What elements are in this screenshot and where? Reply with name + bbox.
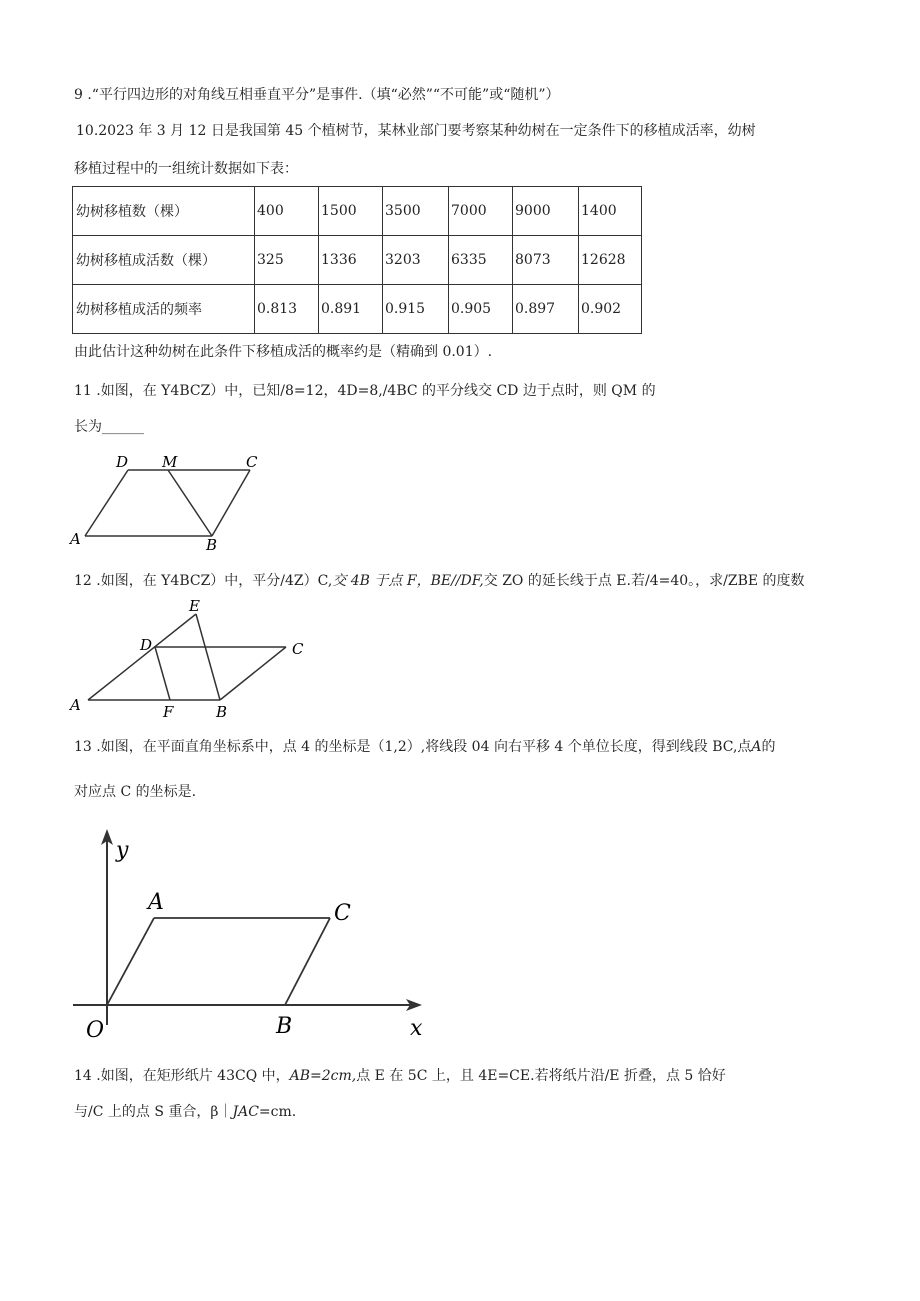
label-a: A: [148, 890, 164, 915]
q12-text-a: 12 .如图，在 Y4BCZ）中，平分/4Z）C,: [74, 573, 333, 589]
label-c: C: [334, 901, 351, 926]
label-x: x: [410, 1016, 423, 1041]
label-b: B: [206, 536, 218, 554]
label-b: B: [216, 703, 228, 721]
table-cell: 0.915: [383, 285, 449, 334]
q13-line1-b: A: [751, 739, 762, 755]
q11-line1: 11 .如图，在 Y4BCZ）中，已知/8=12，4D=8,/4BC 的平分线交 CD 边于点时，则 QM 的: [74, 383, 656, 399]
q10-line2: 移植过程中的一组统计数据如下表：: [74, 161, 298, 177]
table-cell: 400: [255, 187, 319, 236]
table-row: [73, 187, 642, 236]
table-cell: 12628: [579, 236, 642, 285]
table-row: [73, 236, 642, 285]
label-e: E: [189, 597, 200, 615]
label-o: O: [86, 1018, 105, 1043]
table-cell: 1400: [579, 187, 642, 236]
q12-text-b: 交 4B 于点 F，BE//DF,: [332, 573, 484, 589]
q13-line1: [74, 737, 776, 757]
label-d: D: [140, 636, 153, 654]
label-a: A: [70, 696, 81, 714]
label-m: M: [162, 453, 178, 471]
table-cell: 3500: [383, 187, 449, 236]
q14-line1-c: 点 E 在 5C 上，且 4E=CE.若将纸片沿/E 折叠，点 5 恰好: [356, 1068, 726, 1084]
table-cell: 1500: [319, 187, 383, 236]
segment-cb: [285, 918, 330, 1005]
table-cell: 0.891: [319, 285, 383, 334]
table-cell: 1336: [319, 236, 383, 285]
q10-line1: 10.2023 年 3 月 12 日是我国第 45 个植树节，某林业部门要考察某种幼树在一定条件下的移植成活率，幼树: [76, 123, 756, 139]
segment-df: [155, 647, 170, 700]
table-cell: 幼树移植数（棵）: [73, 187, 255, 236]
label-c: C: [246, 453, 258, 471]
q11-line2: 长为______: [74, 419, 144, 435]
label-c: C: [292, 640, 304, 658]
label-a: A: [70, 530, 81, 548]
table-cell: 8073: [513, 236, 579, 285]
segment-ae: [88, 614, 196, 700]
q13-figure: [70, 825, 430, 1045]
q12-text: [74, 571, 805, 591]
q9-text: 9 .“平行四边形的对角线互相垂直平分”是事件.（填“必然”“不可能”或“随机”）: [74, 87, 560, 103]
table-cell: 幼树移植成活的频率: [73, 285, 255, 334]
segment-be: [196, 614, 220, 700]
q14-line2-c: cm.: [270, 1104, 297, 1120]
survival-table: [72, 186, 642, 334]
q14-line1-a: 14 .如图，在矩形纸片 43CQ 中，: [74, 1068, 290, 1084]
segment-oa: [107, 918, 154, 1005]
table-cell: 6335: [449, 236, 513, 285]
q11-figure: [70, 450, 270, 555]
label-d: D: [116, 453, 129, 471]
table-cell: 0.905: [449, 285, 513, 334]
table-cell: 3203: [383, 236, 449, 285]
q13-line2: 对应点 C 的坐标是.: [74, 784, 197, 800]
table-cell: 7000: [449, 187, 513, 236]
table-cell: 9000: [513, 187, 579, 236]
label-b: B: [276, 1014, 293, 1039]
q12-figure: [68, 598, 318, 720]
q14-line1-b: AB=2cm,: [289, 1068, 357, 1084]
segment-bm: [168, 470, 212, 536]
q10-conclusion: 由此估计这种幼树在此条件下移植成活的概率约是（精确到 0.01）.: [74, 344, 493, 360]
q12-text-c: 交 ZO 的延长线于点 E.若/4=40。，求/ZBE 的度数: [483, 573, 805, 589]
table-cell: 0.813: [255, 285, 319, 334]
table-cell: 幼树移植成活数（棵）: [73, 236, 255, 285]
segment-bc: [220, 647, 286, 700]
q14-line2-a: 与/C 上的点 S 重合，β｜: [74, 1104, 233, 1120]
q13-line1-a: 13 .如图，在平面直角坐标系中，点 4 的坐标是（1,2）,将线段 04 向右平移 4 个单位长度，得到线段 BC,点: [74, 739, 752, 755]
table-cell: 325: [255, 236, 319, 285]
table-row: [73, 285, 642, 334]
segment-da: [85, 470, 128, 536]
q13-line1-c: 的: [761, 739, 776, 755]
q14-line2-b: JAC=: [232, 1104, 271, 1120]
segment-bc: [212, 470, 250, 536]
table-cell: 0.897: [513, 285, 579, 334]
label-f: F: [163, 703, 174, 721]
table-cell: 0.902: [579, 285, 642, 334]
q14-line2: [74, 1102, 296, 1122]
label-y: y: [116, 838, 129, 863]
q14-line1: [74, 1066, 726, 1086]
